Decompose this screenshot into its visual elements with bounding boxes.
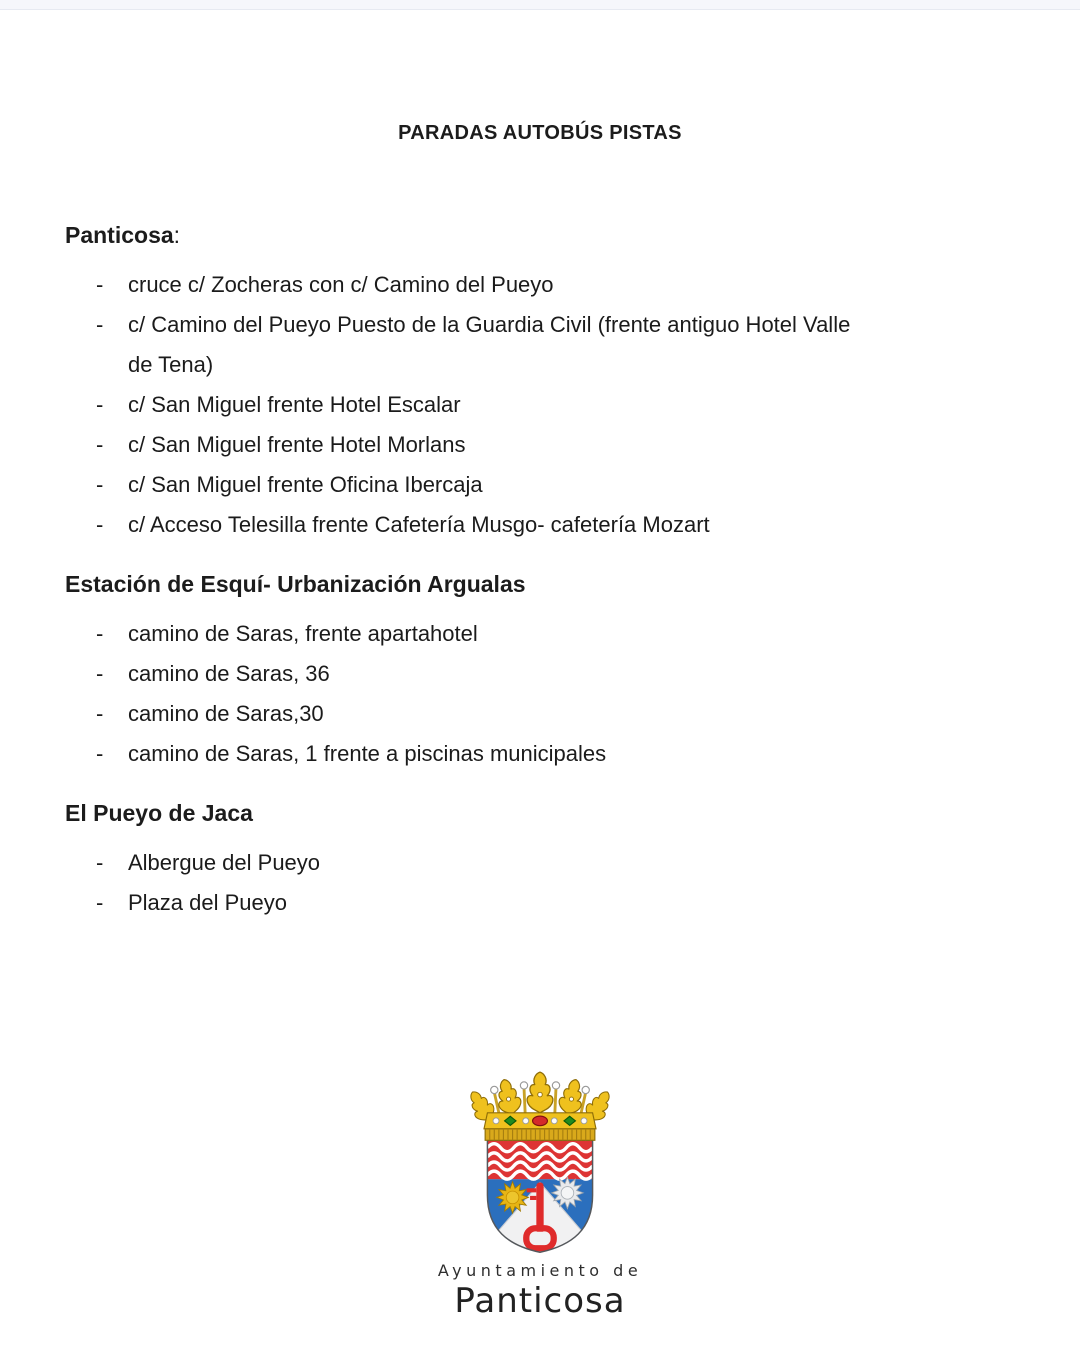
ayuntamiento-logo [65, 1051, 1015, 1321]
list-item [65, 843, 873, 883]
list-marker: - [96, 472, 104, 497]
panticosa-coat-of-arms-icon [460, 1051, 620, 1257]
list-item [65, 734, 873, 774]
list-item [65, 614, 873, 654]
list-item-text: Plaza del Pueyo [128, 890, 287, 915]
org-name-line2: Panticosa [454, 1281, 626, 1321]
stop-list-panticosa [65, 265, 1015, 545]
document-page [0, 122, 1080, 1321]
list-marker: - [96, 312, 104, 337]
org-name-line1: Ayuntamiento de [437, 1261, 643, 1280]
stop-list-estacion [65, 614, 1015, 774]
list-item [65, 265, 873, 305]
list-item-text: c/ San Miguel frente Hotel Escalar [128, 392, 461, 417]
list-item-text: c/ Acceso Telesilla frente Cafetería Musgo- cafetería Mozart [128, 512, 710, 537]
heading-text: Panticosa [65, 222, 174, 248]
list-item [65, 694, 873, 734]
list-marker: - [96, 850, 104, 875]
list-item-text: camino de Saras, frente apartahotel [128, 621, 478, 646]
list-item-text: c/ San Miguel frente Hotel Morlans [128, 432, 466, 457]
list-marker: - [96, 661, 104, 686]
list-marker: - [96, 701, 104, 726]
page-title: PARADAS AUTOBÚS PISTAS [398, 122, 682, 144]
heading-colon: : [173, 222, 181, 248]
list-item-text: Albergue del Pueyo [128, 850, 321, 875]
list-marker: - [96, 392, 104, 417]
section-el-pueyo [65, 800, 1015, 923]
list-item-text: c/ Camino del Pueyo Puesto de la Guardia Civil (frente antiguo Hotel Valle de Tena) [128, 312, 851, 377]
list-item-text: camino de Saras, 1 frente a piscinas municipales [128, 741, 607, 766]
list-item [65, 425, 873, 465]
section-heading-el-pueyo [65, 800, 1015, 827]
list-marker: - [96, 512, 104, 537]
section-estacion-esqui [65, 571, 1015, 774]
list-marker: - [96, 272, 104, 297]
list-item [65, 305, 873, 385]
list-item-text: c/ San Miguel frente Oficina Ibercaja [128, 472, 483, 497]
section-heading-estacion [65, 571, 1015, 598]
list-item-text: camino de Saras, 36 [128, 661, 330, 686]
list-marker: - [96, 621, 104, 646]
list-marker: - [96, 741, 104, 766]
list-item [65, 505, 873, 545]
list-item-text: cruce c/ Zocheras con c/ Camino del Pueyo [128, 272, 554, 297]
window-top-edge [0, 0, 1080, 10]
heading-text: Estación de Esquí- Urbanización Argualas [65, 571, 526, 597]
list-item [65, 654, 873, 694]
stop-list-el-pueyo [65, 843, 1015, 923]
list-marker: - [96, 890, 104, 915]
list-item-text: camino de Saras,30 [128, 701, 324, 726]
heading-text: El Pueyo de Jaca [65, 800, 253, 826]
section-panticosa [65, 222, 1015, 545]
list-item [65, 465, 873, 505]
list-marker: - [96, 432, 104, 457]
list-item [65, 883, 873, 923]
list-item [65, 385, 873, 425]
section-heading-panticosa [65, 222, 1015, 249]
